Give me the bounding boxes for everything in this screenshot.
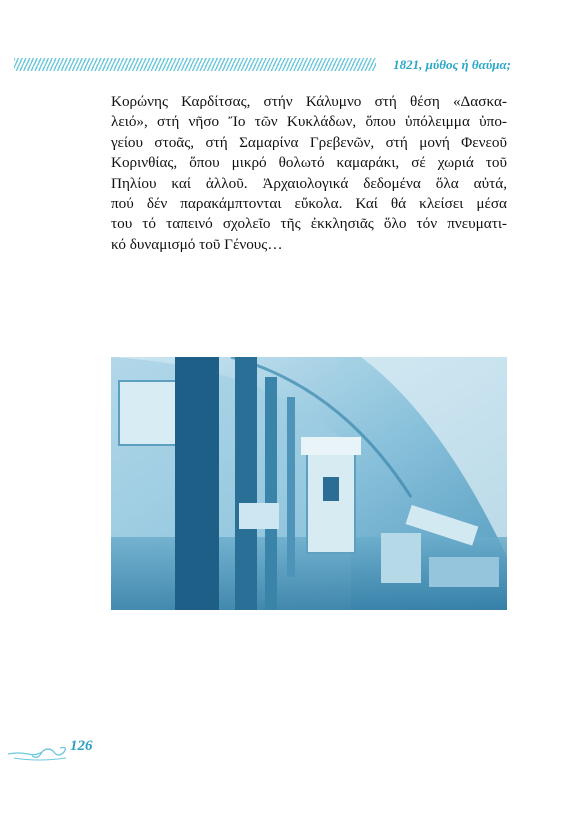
body-line: λειό», στή νῆσο Ἴο τῶν Κυκλάδων, ὅπου ὑπόλειμμα ὑπο-: [111, 113, 507, 131]
body-line: Πηλίου καί ἀλλοῦ. Ἀρχαιολογικά δεδομένα ὅλα αὐτά,: [111, 174, 507, 192]
body-paragraph: [111, 92, 507, 255]
header-hatched-rule: [14, 58, 376, 71]
body-line: γείου στοᾶς, στή Σαμαρίνα Γρεβενῶν, στή μονή Φενεοῦ: [111, 133, 507, 151]
page-number: 126: [70, 738, 93, 754]
schoolroom-photo: [111, 357, 507, 610]
photo-illustration: [111, 357, 507, 610]
body-line: Κορινθίας, ὅπου μικρό θολωτό καμαράκι, σέ χωριά τοῦ: [111, 154, 507, 172]
body-line: του τό ταπεινό σχολεῖο τῆς ἐκκλησιᾶς ὅλο τόν πνευματι-: [111, 215, 507, 233]
body-line: κό δυναμισμό τοῦ Γένους…: [111, 235, 283, 253]
body-line: Κορώνης Καρδίτσας, στήν Κάλυμνο στή θέση «Δασκα-: [111, 93, 507, 110]
body-line: πού δέν παρακάμπτονται εὔκολα. Καί θά κλείσει μέσα: [111, 195, 507, 213]
running-head-title: 1821, μύθος ή θαύμα;: [393, 57, 511, 72]
